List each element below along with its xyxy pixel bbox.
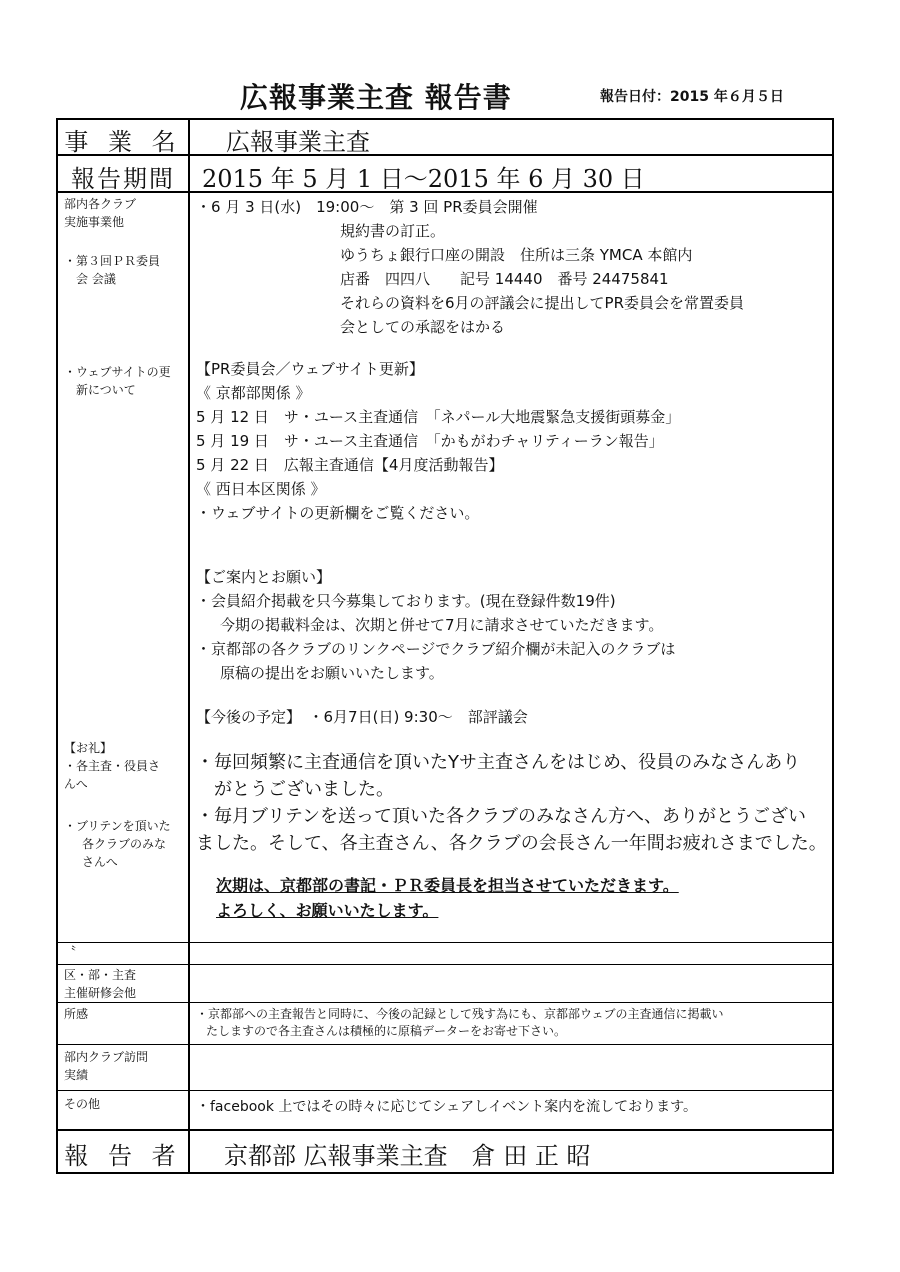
meeting-label-line: ・第３回ＰＲ委員 <box>64 254 161 268</box>
bulletin-label-line: さんへ <box>82 855 118 869</box>
website-label-line: 新について <box>76 383 136 397</box>
visits-label-line: 部内クラブ訪問 <box>64 1050 149 1064</box>
notice-section <box>196 565 824 685</box>
meeting-line: 規約書の訂正。 <box>340 222 446 240</box>
next-term-line: よろしく、お願いいたします。 <box>216 901 439 920</box>
category-label <box>64 195 186 231</box>
impression-line: ・京都部への主査報告と同時に、今後の記録として残す為にも、京都部ウェブの主査通信に掲載い <box>196 1007 724 1021</box>
reporter-row <box>58 1131 832 1174</box>
meeting-line: ・6 月 3 日(水) 19:00〜 第 3 回 PR委員会開催 <box>196 198 538 216</box>
website-line: 《 京都部関係 》 <box>196 384 311 402</box>
notice-line: 原稿の提出をお願いいたします。 <box>220 664 444 682</box>
other-value: ・facebook 上ではその時々に応じてシェアしイベント案内を流しております。 <box>196 1099 697 1115</box>
website-line: 【PR委員会／ウェブサイト更新】 <box>196 360 424 378</box>
seminar-label-line: 区・部・主査 <box>64 968 137 982</box>
impression-text <box>196 1006 828 1040</box>
website-line: ・ウェブサイトの更新欄をご覧ください。 <box>196 504 480 522</box>
visits-row <box>58 1045 832 1091</box>
thanks-section <box>196 749 827 857</box>
notice-line: 【ご案内とお願い】 <box>196 568 332 586</box>
website-line: 《 西日本区関係 》 <box>196 480 326 498</box>
business-name-value: 広報事業主査 <box>226 128 370 156</box>
meeting-label <box>64 252 186 288</box>
website-line: 5 月 12 日 サ・ユース主査通信 「ネパール大地震緊急支援街頭募金」 <box>196 408 681 426</box>
meeting-line: それらの資料を6月の評議会に提出してPR委員会を常置委員 <box>340 294 745 312</box>
business-name-row <box>58 120 832 156</box>
website-line: 5 月 19 日 サ・ユース主査通信 「かもがわチャリティーラン報告」 <box>196 432 664 450</box>
impression-label: 所感 <box>64 1007 89 1021</box>
seminar-label-line: 主催研修会他 <box>64 986 137 1000</box>
website-line: 5 月 22 日 広報主査通信【4月度活動報告】 <box>196 456 504 474</box>
reporter-label: 報 告 者 <box>64 1142 182 1170</box>
report-table <box>56 118 834 1174</box>
bulletin-thanks-label <box>64 817 186 871</box>
blank-row <box>58 943 832 965</box>
meeting-section <box>196 195 824 339</box>
meeting-line: 店番 四四八 記号 14440 番号 24475841 <box>340 270 669 288</box>
thanks-line: ・毎回頻繁に主査通信を頂いたYサ主査さんをはじめ、役員のみなさんあり <box>196 752 801 773</box>
meeting-label-line: 会 会議 <box>76 272 116 286</box>
meeting-line: 会としての承認をはかる <box>340 318 506 336</box>
website-label <box>64 363 186 399</box>
period-label: 報告期間 <box>71 165 175 193</box>
schedule-line: 【今後の予定】 ・6月7日(日) 9:30〜 部評議会 <box>196 708 528 726</box>
thanks-line: ・毎月ブリテンを送って頂いた各クラブのみなさん方へ、ありがとうござい <box>196 806 807 827</box>
notice-line: ・会員紹介掲載を只今募集しております。(現在登録件数19件) <box>196 592 616 610</box>
thanks-label <box>64 739 186 793</box>
website-section <box>196 357 824 525</box>
document-title: 広報事業主査 報告書 <box>240 81 512 114</box>
blank-mark: 〝 <box>64 945 77 959</box>
category-label-line: 実施事業他 <box>64 215 125 229</box>
report-date: 報告日付：2015 年６月５日 <box>600 89 784 105</box>
bulletin-label-line: 各クラブのみな <box>82 837 167 851</box>
seminar-label <box>64 966 186 1002</box>
next-term-line: 次期は、京都部の書記・ＰＲ委員長を担当させていただきます。 <box>216 876 679 895</box>
visits-label <box>64 1048 186 1084</box>
bulletin-label-line: ・ブリテンを頂いた <box>64 819 171 833</box>
category-label-line: 部内各クラブ <box>64 197 137 211</box>
reporter-value: 京都部 広報事業主査 倉 田 正 昭 <box>224 1142 591 1170</box>
other-row <box>58 1091 832 1131</box>
thanks-label-line: ・各主査・役員さ <box>64 759 161 773</box>
thanks-line: がとうございました。 <box>214 779 394 800</box>
other-label: その他 <box>64 1097 101 1111</box>
thanks-label-line: んへ <box>64 777 88 791</box>
notice-line: 今期の掲載料金は、次期と併せて7月に請求させていただきます。 <box>220 616 664 634</box>
seminar-row <box>58 965 832 1003</box>
business-name-label: 事 業 名 <box>64 128 182 156</box>
impression-line: たしますので各主査さんは積極的に原稿データーをお寄せ下さい。 <box>206 1024 567 1038</box>
main-content-row <box>58 193 832 943</box>
notice-line: ・京都部の各クラブのリンクページでクラブ紹介欄が未記入のクラブは <box>196 640 676 658</box>
next-term-notice <box>216 873 824 923</box>
thanks-label-line: 【お礼】 <box>64 741 113 755</box>
period-value: 2015 年 5 月 1 日〜2015 年 6 月 30 日 <box>202 165 645 193</box>
period-row <box>58 156 832 193</box>
visits-label-line: 実績 <box>64 1068 89 1082</box>
website-label-line: ・ウェブサイトの更 <box>64 365 171 379</box>
meeting-line: ゆうちょ銀行口座の開設 住所は三条 YMCA 本館内 <box>340 246 693 264</box>
thanks-line: ました。そして、各主査さん、各クラブの会長さん一年間お疲れさまでした。 <box>196 833 827 854</box>
impression-row <box>58 1003 832 1045</box>
